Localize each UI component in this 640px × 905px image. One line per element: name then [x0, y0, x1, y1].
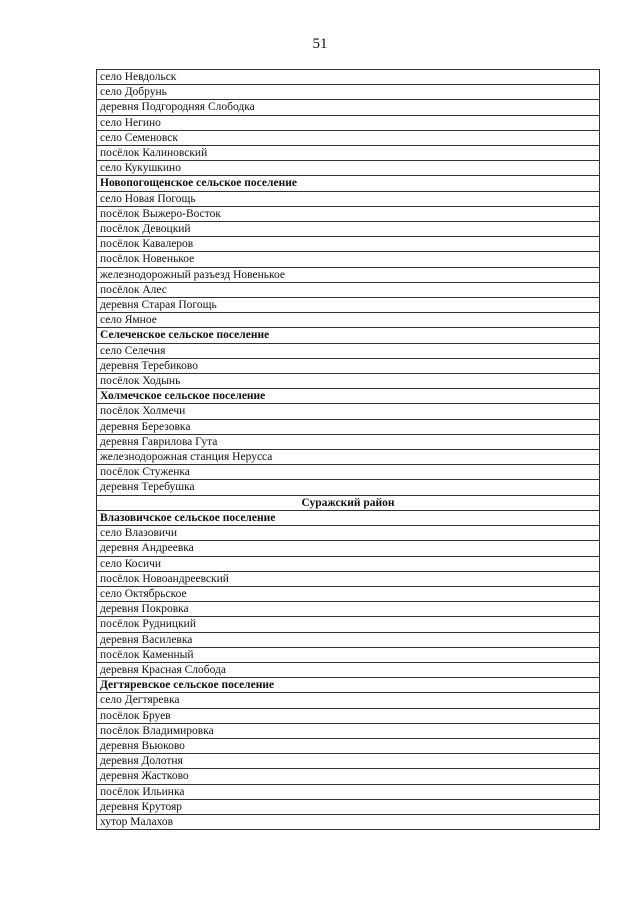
settlement-name: деревня Теребушка	[97, 480, 600, 495]
table-row	[97, 632, 600, 647]
settlement-group-name: Влазовичское сельское поселение	[97, 510, 600, 525]
settlement-name: село Дегтяревка	[97, 693, 600, 708]
section-heading-row	[97, 678, 600, 693]
settlement-name: деревня Красная Слобода	[97, 662, 600, 677]
settlement-name: деревня Подгородняя Слободка	[97, 100, 600, 115]
settlement-name: деревня Покровка	[97, 602, 600, 617]
table-row	[97, 647, 600, 662]
table-row	[97, 754, 600, 769]
table-row	[97, 784, 600, 799]
settlement-name: деревня Крутояр	[97, 799, 600, 814]
settlement-name: посёлок Рудницкий	[97, 617, 600, 632]
settlement-name: посёлок Калиновский	[97, 146, 600, 161]
settlement-name: хутор Малахов	[97, 814, 600, 829]
table-row	[97, 404, 600, 419]
table-row	[97, 237, 600, 252]
table-row	[97, 738, 600, 753]
section-heading-row	[97, 510, 600, 525]
page-number: 51	[312, 36, 328, 52]
settlement-name: село Селечня	[97, 343, 600, 358]
settlement-name: деревня Гаврилова Гута	[97, 434, 600, 449]
table-row	[97, 358, 600, 373]
settlement-name: посёлок Каменный	[97, 647, 600, 662]
settlement-name: посёлок Ильинка	[97, 784, 600, 799]
section-heading-row	[97, 389, 600, 404]
settlement-name: село Добрунь	[97, 85, 600, 100]
settlement-name: деревня Вьюково	[97, 738, 600, 753]
district-heading-row	[97, 495, 600, 510]
settlement-name: посёлок Ходынь	[97, 374, 600, 389]
settlement-name: посёлок Выжеро-Восток	[97, 206, 600, 221]
settlement-name: село Октябрьское	[97, 586, 600, 601]
settlement-name: посёлок Девоцкий	[97, 222, 600, 237]
settlement-name: посёлок Кавалеров	[97, 237, 600, 252]
table-row	[97, 191, 600, 206]
settlement-name: село Негино	[97, 115, 600, 130]
settlement-name: посёлок Алес	[97, 282, 600, 297]
settlement-name: деревня Теребиково	[97, 358, 600, 373]
table-row	[97, 465, 600, 480]
settlement-name: деревня Андреевка	[97, 541, 600, 556]
table-row	[97, 70, 600, 85]
settlement-name: железнодорожный разъезд Новенькое	[97, 267, 600, 282]
table-row	[97, 541, 600, 556]
table-row	[97, 662, 600, 677]
table-row	[97, 586, 600, 601]
table-row	[97, 450, 600, 465]
settlement-group-name: Новопогощенское сельское поселение	[97, 176, 600, 191]
table-row	[97, 85, 600, 100]
table-row	[97, 252, 600, 267]
settlement-name: село Ямное	[97, 313, 600, 328]
table-row	[97, 267, 600, 282]
table-row	[97, 556, 600, 571]
table-row	[97, 100, 600, 115]
district-name: Суражский район	[97, 495, 600, 510]
table-row	[97, 419, 600, 434]
table-row	[97, 708, 600, 723]
settlement-name: деревня Старая Погощь	[97, 298, 600, 313]
settlement-group-name: Дегтяревское сельское поселение	[97, 678, 600, 693]
settlement-name: село Кукушкино	[97, 161, 600, 176]
table-row	[97, 343, 600, 358]
section-heading-row	[97, 328, 600, 343]
settlement-name: посёлок Бруев	[97, 708, 600, 723]
settlement-name: деревня Жастково	[97, 769, 600, 784]
table-row	[97, 206, 600, 221]
table-row	[97, 526, 600, 541]
settlement-name: деревня Василевка	[97, 632, 600, 647]
table-row	[97, 723, 600, 738]
table-row	[97, 146, 600, 161]
table-row	[97, 693, 600, 708]
settlement-name: село Невдольск	[97, 70, 600, 85]
table-row	[97, 799, 600, 814]
table-row	[97, 282, 600, 297]
settlement-group-name: Селеченское сельское поселение	[97, 328, 600, 343]
settlement-name: деревня Березовка	[97, 419, 600, 434]
table-row	[97, 814, 600, 829]
settlement-group-name: Холмечское сельское поселение	[97, 389, 600, 404]
settlement-name: село Влазовичи	[97, 526, 600, 541]
table-row	[97, 130, 600, 145]
settlement-name: посёлок Новоандреевский	[97, 571, 600, 586]
table-row	[97, 161, 600, 176]
table-row	[97, 571, 600, 586]
settlement-name: посёлок Стуженка	[97, 465, 600, 480]
table-row	[97, 769, 600, 784]
settlement-name: посёлок Холмечи	[97, 404, 600, 419]
settlements-table-body	[97, 70, 600, 830]
table-row	[97, 602, 600, 617]
table-row	[97, 480, 600, 495]
table-row	[97, 313, 600, 328]
table-row	[97, 617, 600, 632]
settlement-name: железнодорожная станция Нерусса	[97, 450, 600, 465]
settlements-table	[96, 69, 600, 830]
section-heading-row	[97, 176, 600, 191]
settlement-name: посёлок Владимировка	[97, 723, 600, 738]
settlement-name: село Семеновск	[97, 130, 600, 145]
table-row	[97, 222, 600, 237]
table-row	[97, 374, 600, 389]
settlement-name: село Новая Погощь	[97, 191, 600, 206]
table-row	[97, 434, 600, 449]
settlement-name: деревня Долотня	[97, 754, 600, 769]
settlement-name: посёлок Новенькое	[97, 252, 600, 267]
table-row	[97, 115, 600, 130]
settlement-name: село Косичи	[97, 556, 600, 571]
table-row	[97, 298, 600, 313]
